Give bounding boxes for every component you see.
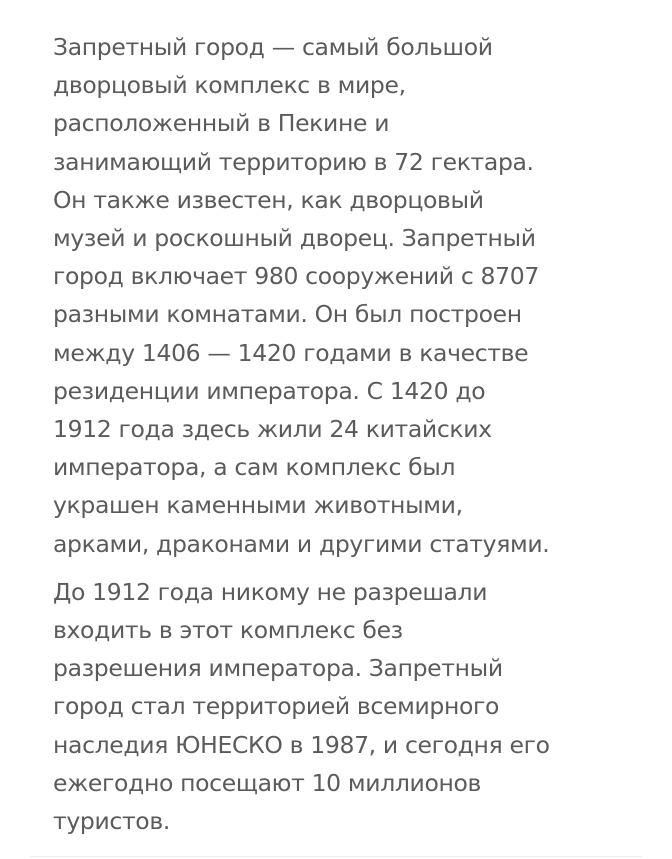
- text-line: между 1406 — 1420 годами в качестве: [53, 338, 529, 367]
- text-line: украшен каменными животными,: [53, 491, 463, 520]
- text-line: ежегодно посещают 10 миллионов: [53, 768, 482, 797]
- text-line: дворцовый комплекс в мире,: [53, 71, 406, 100]
- text-line: город включает 980 сооружений с 8707: [53, 262, 539, 291]
- text-line: город стал территорией всемирного: [53, 692, 500, 721]
- article-body: [53, 28, 665, 840]
- text-line: разрешения императора. Запретный: [53, 654, 503, 683]
- text-line: 1912 года здесь жили 24 китайских: [53, 415, 492, 444]
- text-line: резиденции императора. С 1420 до: [53, 376, 486, 405]
- text-line: арками, драконами и другими статуями.: [53, 529, 550, 558]
- text-line: разными комнатами. Он был построен: [53, 300, 522, 329]
- text-line: занимающий территорию в 72 гектара.: [53, 147, 534, 176]
- article-paragraph-2: [53, 573, 665, 840]
- text-line: входить в этот комплекс без: [53, 616, 403, 645]
- article-paragraph-1: [53, 28, 665, 563]
- text-line: расположенный в Пекине и: [53, 109, 390, 138]
- bottom-divider: [30, 856, 642, 857]
- text-line: Он также известен, как дворцовый: [53, 185, 484, 214]
- text-line: До 1912 года никому не разрешали: [53, 577, 488, 606]
- text-line: императора, а сам комплекс был: [53, 453, 456, 482]
- text-line: музей и роскошный дворец. Запретный: [53, 224, 536, 253]
- text-line: наследия ЮНЕСКО в 1987, и сегодня его: [53, 730, 550, 759]
- text-line: туристов.: [53, 807, 170, 836]
- text-line: Запретный город — самый большой: [53, 33, 493, 61]
